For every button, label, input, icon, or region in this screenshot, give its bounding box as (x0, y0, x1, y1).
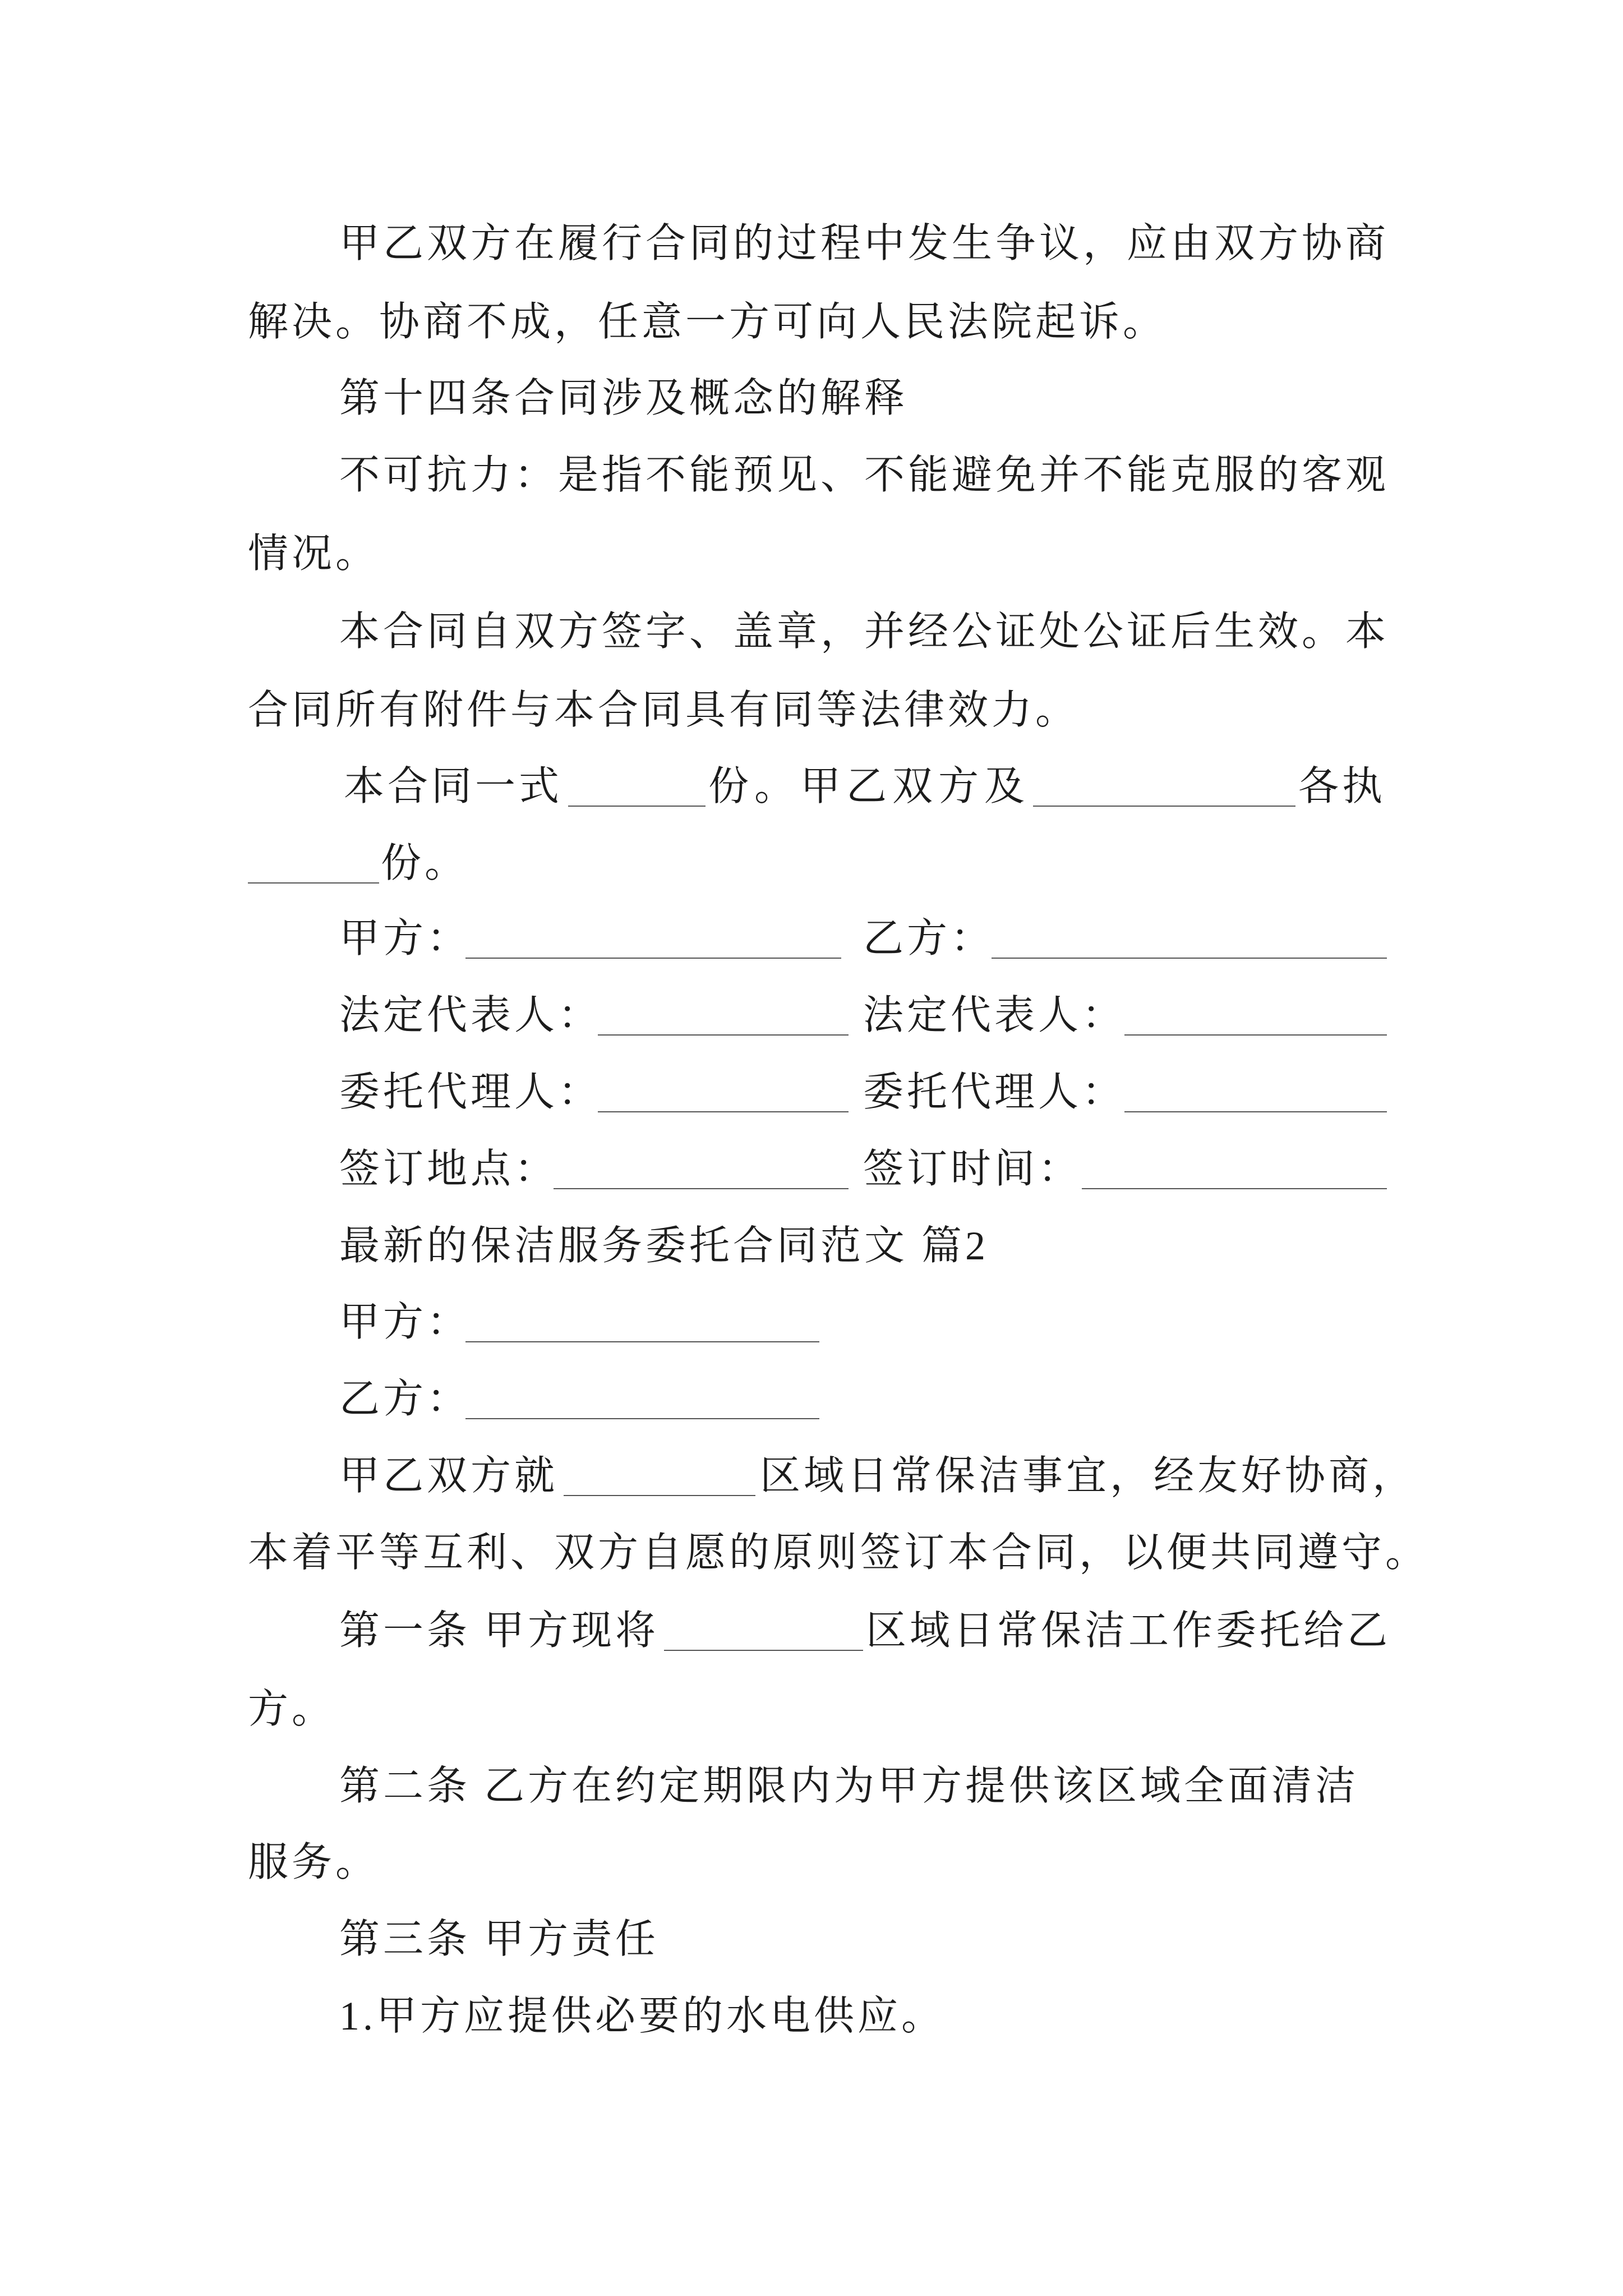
fill-in-blank (564, 1495, 755, 1496)
paragraph-line (0, 1525, 1623, 1581)
preamble-text: 甲乙双方就 (339, 1453, 559, 1498)
paragraph-line (0, 604, 1623, 660)
fill-in-blank (554, 1188, 849, 1189)
paragraph-line (0, 526, 1623, 582)
fill-in-blank (598, 1111, 849, 1112)
list-item (0, 1988, 1623, 2044)
article-1-text: 区域日常保洁工作委托给乙 (866, 1608, 1391, 1653)
copies-clause-line (0, 835, 1623, 891)
paragraph-line (0, 215, 1623, 272)
party-b-label: 乙方： (863, 916, 995, 961)
copies-text: 本合同一式 (344, 764, 563, 809)
fill-in-blank (1033, 806, 1295, 807)
party-row (0, 1371, 1623, 1427)
signing-date-label: 签订时间： (863, 1147, 1082, 1191)
fill-in-blank (992, 958, 1387, 959)
party-a-label: 甲方： (339, 1300, 471, 1345)
legal-representative-label: 法定代表人： (863, 993, 1126, 1038)
article-2-text: 服务。 (248, 1840, 380, 1885)
paragraph-line (0, 1681, 1623, 1737)
fill-in-blank (1082, 1188, 1387, 1189)
signature-row (0, 1064, 1623, 1120)
copies-text: 份。甲乙双方及 (708, 764, 1031, 809)
preamble-text: 本着平等互利、双方自愿的原则签订本合同，以便共同遵守。 (248, 1530, 1430, 1575)
effectiveness-clause: 合同所有附件与本合同具有同等法律效力。 (248, 688, 1080, 733)
article-heading (0, 370, 1623, 426)
fill-in-blank (568, 806, 706, 807)
authorized-agent-label: 委托代理人： (339, 1070, 602, 1115)
copies-clause-line (0, 758, 1623, 815)
dispute-clause-text: 解决。协商不成，任意一方可向人民法院起诉。 (248, 300, 1167, 344)
article-14-title: 第十四条合同涉及概念的解释 (339, 376, 909, 421)
force-majeure-definition: 不可抗力：是指不能预见、不能避免并不能克服的客观 (339, 453, 1390, 498)
party-row (0, 1294, 1623, 1350)
paragraph-line (0, 682, 1623, 738)
preamble-text: 区域日常保洁事宜，经友好协商， (760, 1453, 1417, 1498)
party-b-label: 乙方： (339, 1377, 471, 1421)
article-2-text: 第二条 乙方在约定期限内为甲方提供该区域全面清洁 (339, 1764, 1359, 1809)
fill-in-blank (1124, 1034, 1387, 1036)
paragraph-line (0, 447, 1623, 503)
article-heading (0, 1911, 1623, 1967)
legal-representative-label: 法定代表人： (339, 993, 602, 1038)
fill-in-blank (1124, 1111, 1387, 1112)
copies-text: 各执 (1298, 764, 1386, 809)
fill-in-blank (598, 1034, 849, 1036)
paragraph-line (0, 1448, 1623, 1504)
party-a-label: 甲方： (339, 916, 471, 961)
paragraph-line (0, 1603, 1623, 1659)
signature-row (0, 1141, 1623, 1197)
fill-in-blank (465, 958, 841, 959)
authorized-agent-label: 委托代理人： (863, 1070, 1126, 1115)
fill-in-blank (664, 1650, 863, 1651)
signing-place-label: 签订地点： (339, 1147, 559, 1191)
effectiveness-clause: 本合同自双方签字、盖章，并经公证处公证后生效。本 (339, 609, 1390, 654)
section-title (0, 1218, 1623, 1274)
contract-template-title: 最新的保洁服务委托合同范文 篇2 (339, 1223, 989, 1268)
force-majeure-definition: 情况。 (248, 531, 380, 576)
paragraph-line (0, 1834, 1623, 1890)
copies-text: 份。 (381, 841, 469, 886)
article-1-text: 第一条 甲方现将 (339, 1608, 660, 1653)
signature-row (0, 987, 1623, 1043)
paragraph-line (0, 1758, 1623, 1814)
fill-in-blank (465, 1418, 819, 1419)
article-1-text: 方。 (248, 1687, 336, 1732)
signature-row (0, 910, 1623, 967)
article-3-title: 第三条 甲方责任 (339, 1917, 660, 1962)
paragraph-line (0, 294, 1623, 350)
fill-in-blank (465, 1341, 819, 1342)
dispute-clause-text: 甲乙双方在履行合同的过程中发生争议，应由双方协商 (339, 221, 1390, 266)
fill-in-blank (248, 882, 379, 884)
article-3-item-1: 1.甲方应提供必要的水电供应。 (339, 1994, 946, 2039)
